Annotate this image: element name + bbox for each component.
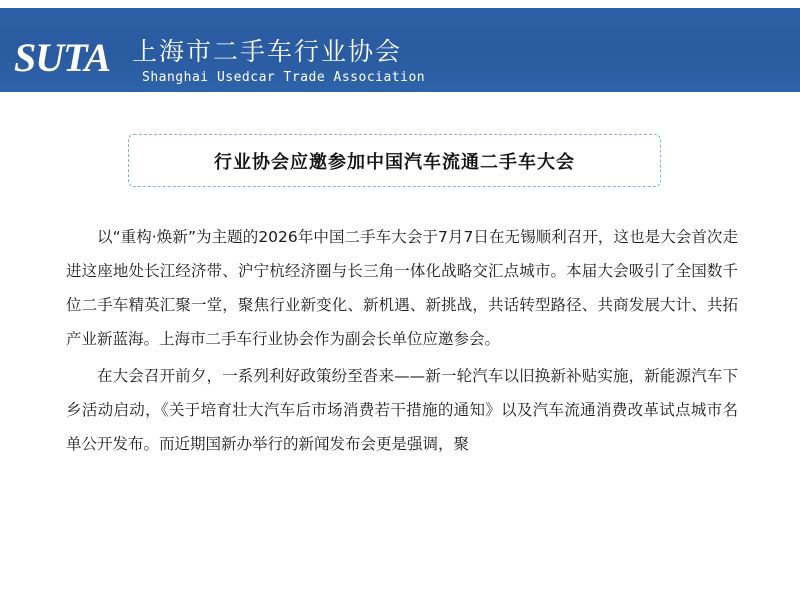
- header-banner: [0, 8, 800, 92]
- article-title: 行业协会应邀参加中国汽车流通二手车大会: [214, 151, 575, 173]
- article-paragraph: 以“重构·焕新”为主题的2026年中国二手车大会于7月7日在无锡顺利召开，这也是大会首次走进这座地处长江经济带、沪宁杭经济圈与长三角一体化战略交汇点城市。本届大会吸引了全国数千位二手车精英汇聚一堂，聚焦行业新变化、新机遇、新挑战，共话转型路径、共商发展大计、共拓产业新蓝海。上海市二手车行业协会作为副会长单位应邀参会。: [66, 228, 738, 348]
- association-name-cn: 上海市二手车行业协会: [132, 37, 403, 66]
- suta-logo: SUTA: [14, 35, 111, 80]
- association-name-en: Shanghai Usedcar Trade Association: [142, 70, 426, 85]
- article-paragraph: 在大会召开前夕，一系列利好政策纷至沓来——新一轮汽车以旧换新补贴实施，新能源汽车下乡活动启动，《关于培育壮大汽车后市场消费若干措施的通知》以及汽车流通消费改革试点城市名单公开发布。而近期国新办举行的新闻发布会更是强调，聚: [66, 367, 738, 453]
- article-title-box: [128, 134, 661, 187]
- article-body: [66, 220, 738, 461]
